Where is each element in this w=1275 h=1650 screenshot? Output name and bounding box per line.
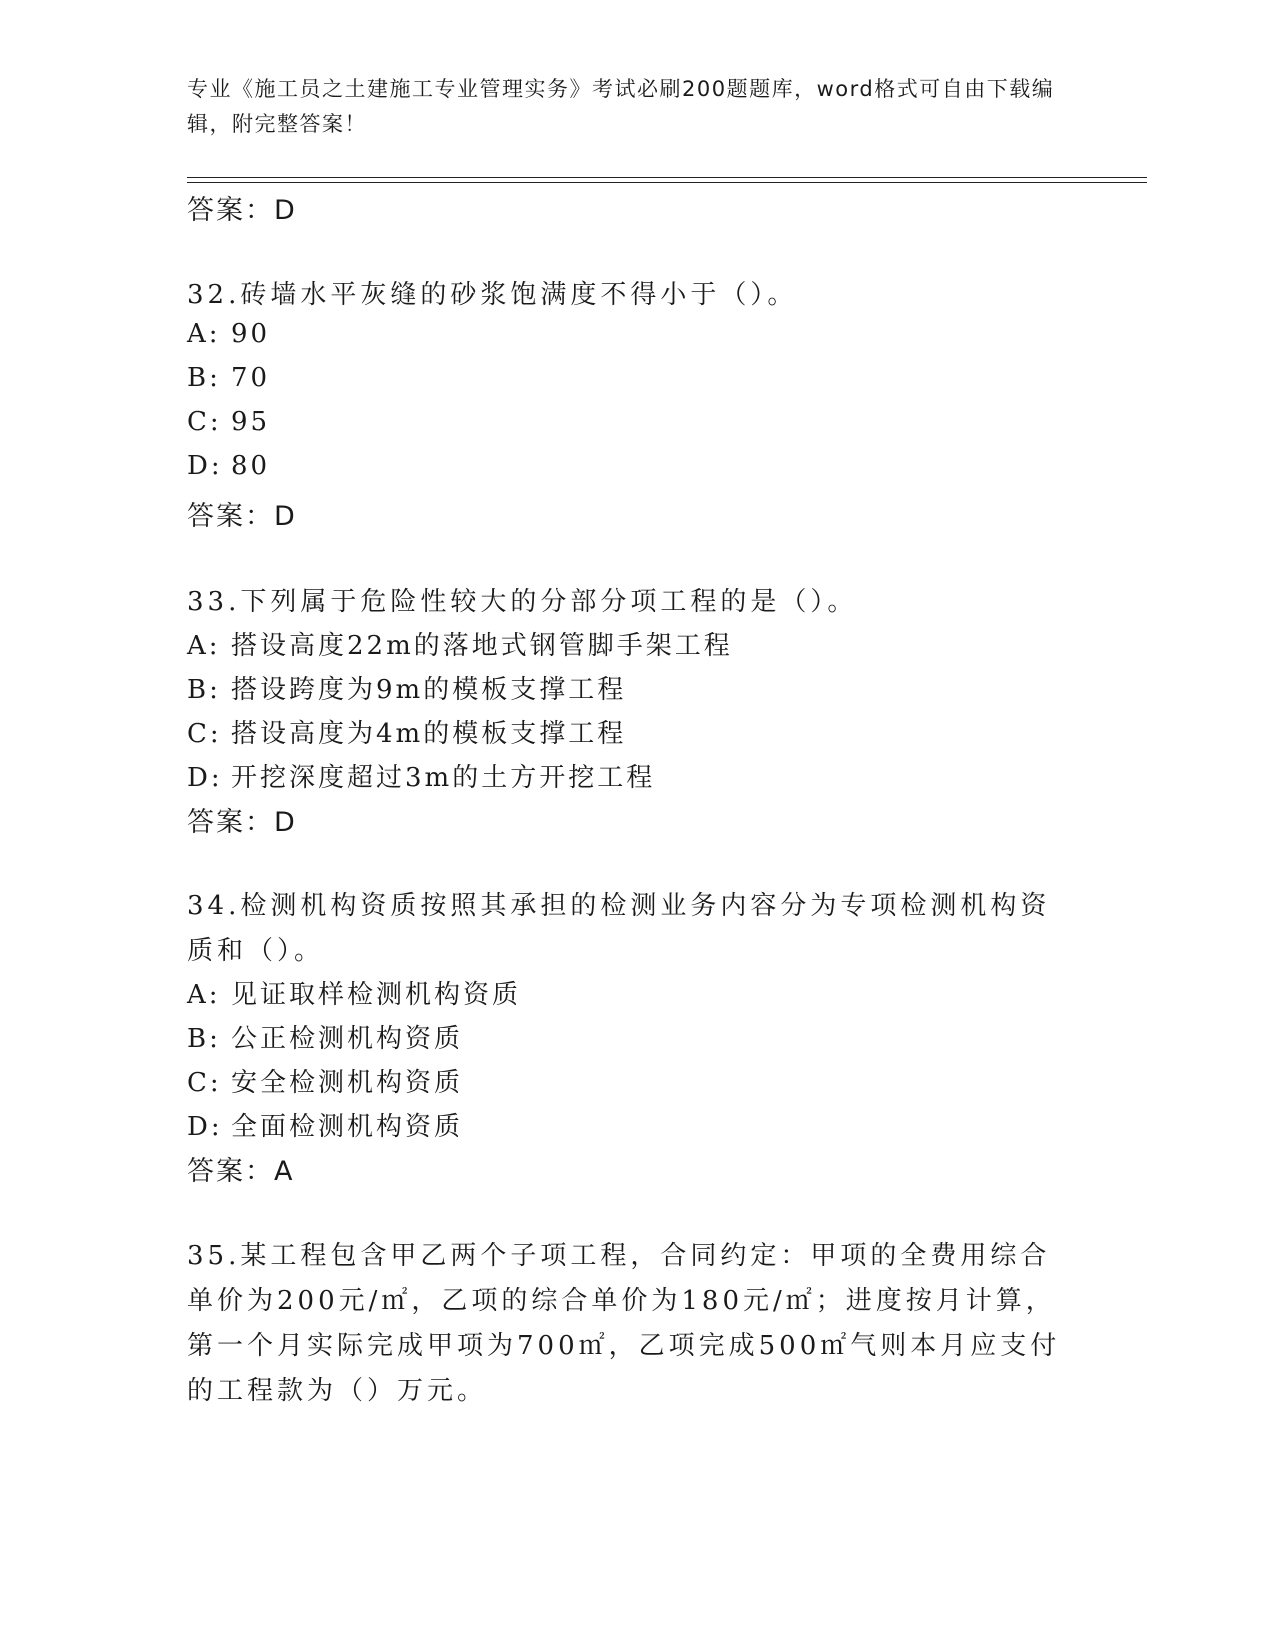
option-text: 安全检测机构资质 <box>231 1068 464 1098</box>
question-33-stem: 33.下列属于危险性较大的分部分项工程的是（）。 <box>187 587 858 617</box>
option-letter: D: <box>187 451 223 481</box>
answer-33: 答案：D <box>187 807 297 838</box>
option-letter: A: <box>187 631 221 661</box>
question-34-option-a <box>187 974 521 1011</box>
option-text: 搭设跨度为9m的模板支撑工程 <box>231 675 627 705</box>
question-34-stem: 34.检测机构资质按照其承担的检测业务内容分为专项检测机构资质和（）。 <box>187 891 1051 966</box>
option-letter: A: <box>187 319 221 349</box>
option-letter: B: <box>187 675 221 705</box>
option-text: 公正检测机构资质 <box>231 1024 464 1054</box>
option-text: 90 <box>231 319 271 349</box>
option-letter: C: <box>187 719 222 749</box>
option-letter: D: <box>187 1112 223 1142</box>
page-header: 专业《施工员之土建施工专业管理实务》考试必刷200题题库，word格式可自由下载编辑，附完整答案！ <box>187 77 1055 136</box>
question-32-option-b <box>187 363 270 393</box>
answer-34: 答案：A <box>187 1156 295 1187</box>
question-34-option-c <box>187 1062 463 1099</box>
option-letter: B: <box>187 363 221 393</box>
option-letter: C: <box>187 407 222 437</box>
question-32-option-a <box>187 319 270 349</box>
option-letter: C: <box>187 1068 222 1098</box>
option-text: 70 <box>231 363 271 393</box>
question-34-option-d <box>187 1106 463 1143</box>
header-divider <box>187 177 1147 178</box>
option-letter: D: <box>187 763 223 793</box>
header-divider-2 <box>187 182 1147 183</box>
question-33-option-d <box>187 757 655 794</box>
question-32-option-d <box>187 451 270 481</box>
option-text: 80 <box>231 451 271 481</box>
question-35-stem: 35.某工程包含甲乙两个子项工程，合同约定：甲项的全费用综合单价为200元/㎡，乙项的综合单价为180元/㎡；进度按月计算，第一个月实际完成甲项为700㎡，乙项完成500㎡气则本月应支付的工程款为（）万元。 <box>187 1241 1061 1406</box>
option-text: 开挖深度超过3m的土方开挖工程 <box>231 763 656 793</box>
option-text: 见证取样检测机构资质 <box>231 980 522 1010</box>
question-32-option-c <box>187 407 270 437</box>
question-33-option-c <box>187 713 626 750</box>
question-34-option-b <box>187 1018 463 1055</box>
option-letter: A: <box>187 980 221 1010</box>
option-text: 搭设高度22m的落地式钢管脚手架工程 <box>231 631 733 661</box>
question-32-stem: 32.砖墙水平灰缝的砂浆饱满度不得小于（）。 <box>187 280 798 310</box>
question-33-option-a <box>187 625 733 662</box>
answer-31: 答案：D <box>187 195 297 226</box>
option-text: 搭设高度为4m的模板支撑工程 <box>231 719 627 749</box>
option-text: 全面检测机构资质 <box>231 1112 464 1142</box>
answer-32: 答案：D <box>187 501 297 532</box>
option-letter: B: <box>187 1024 221 1054</box>
option-text: 95 <box>231 407 271 437</box>
question-33-option-b <box>187 669 626 706</box>
